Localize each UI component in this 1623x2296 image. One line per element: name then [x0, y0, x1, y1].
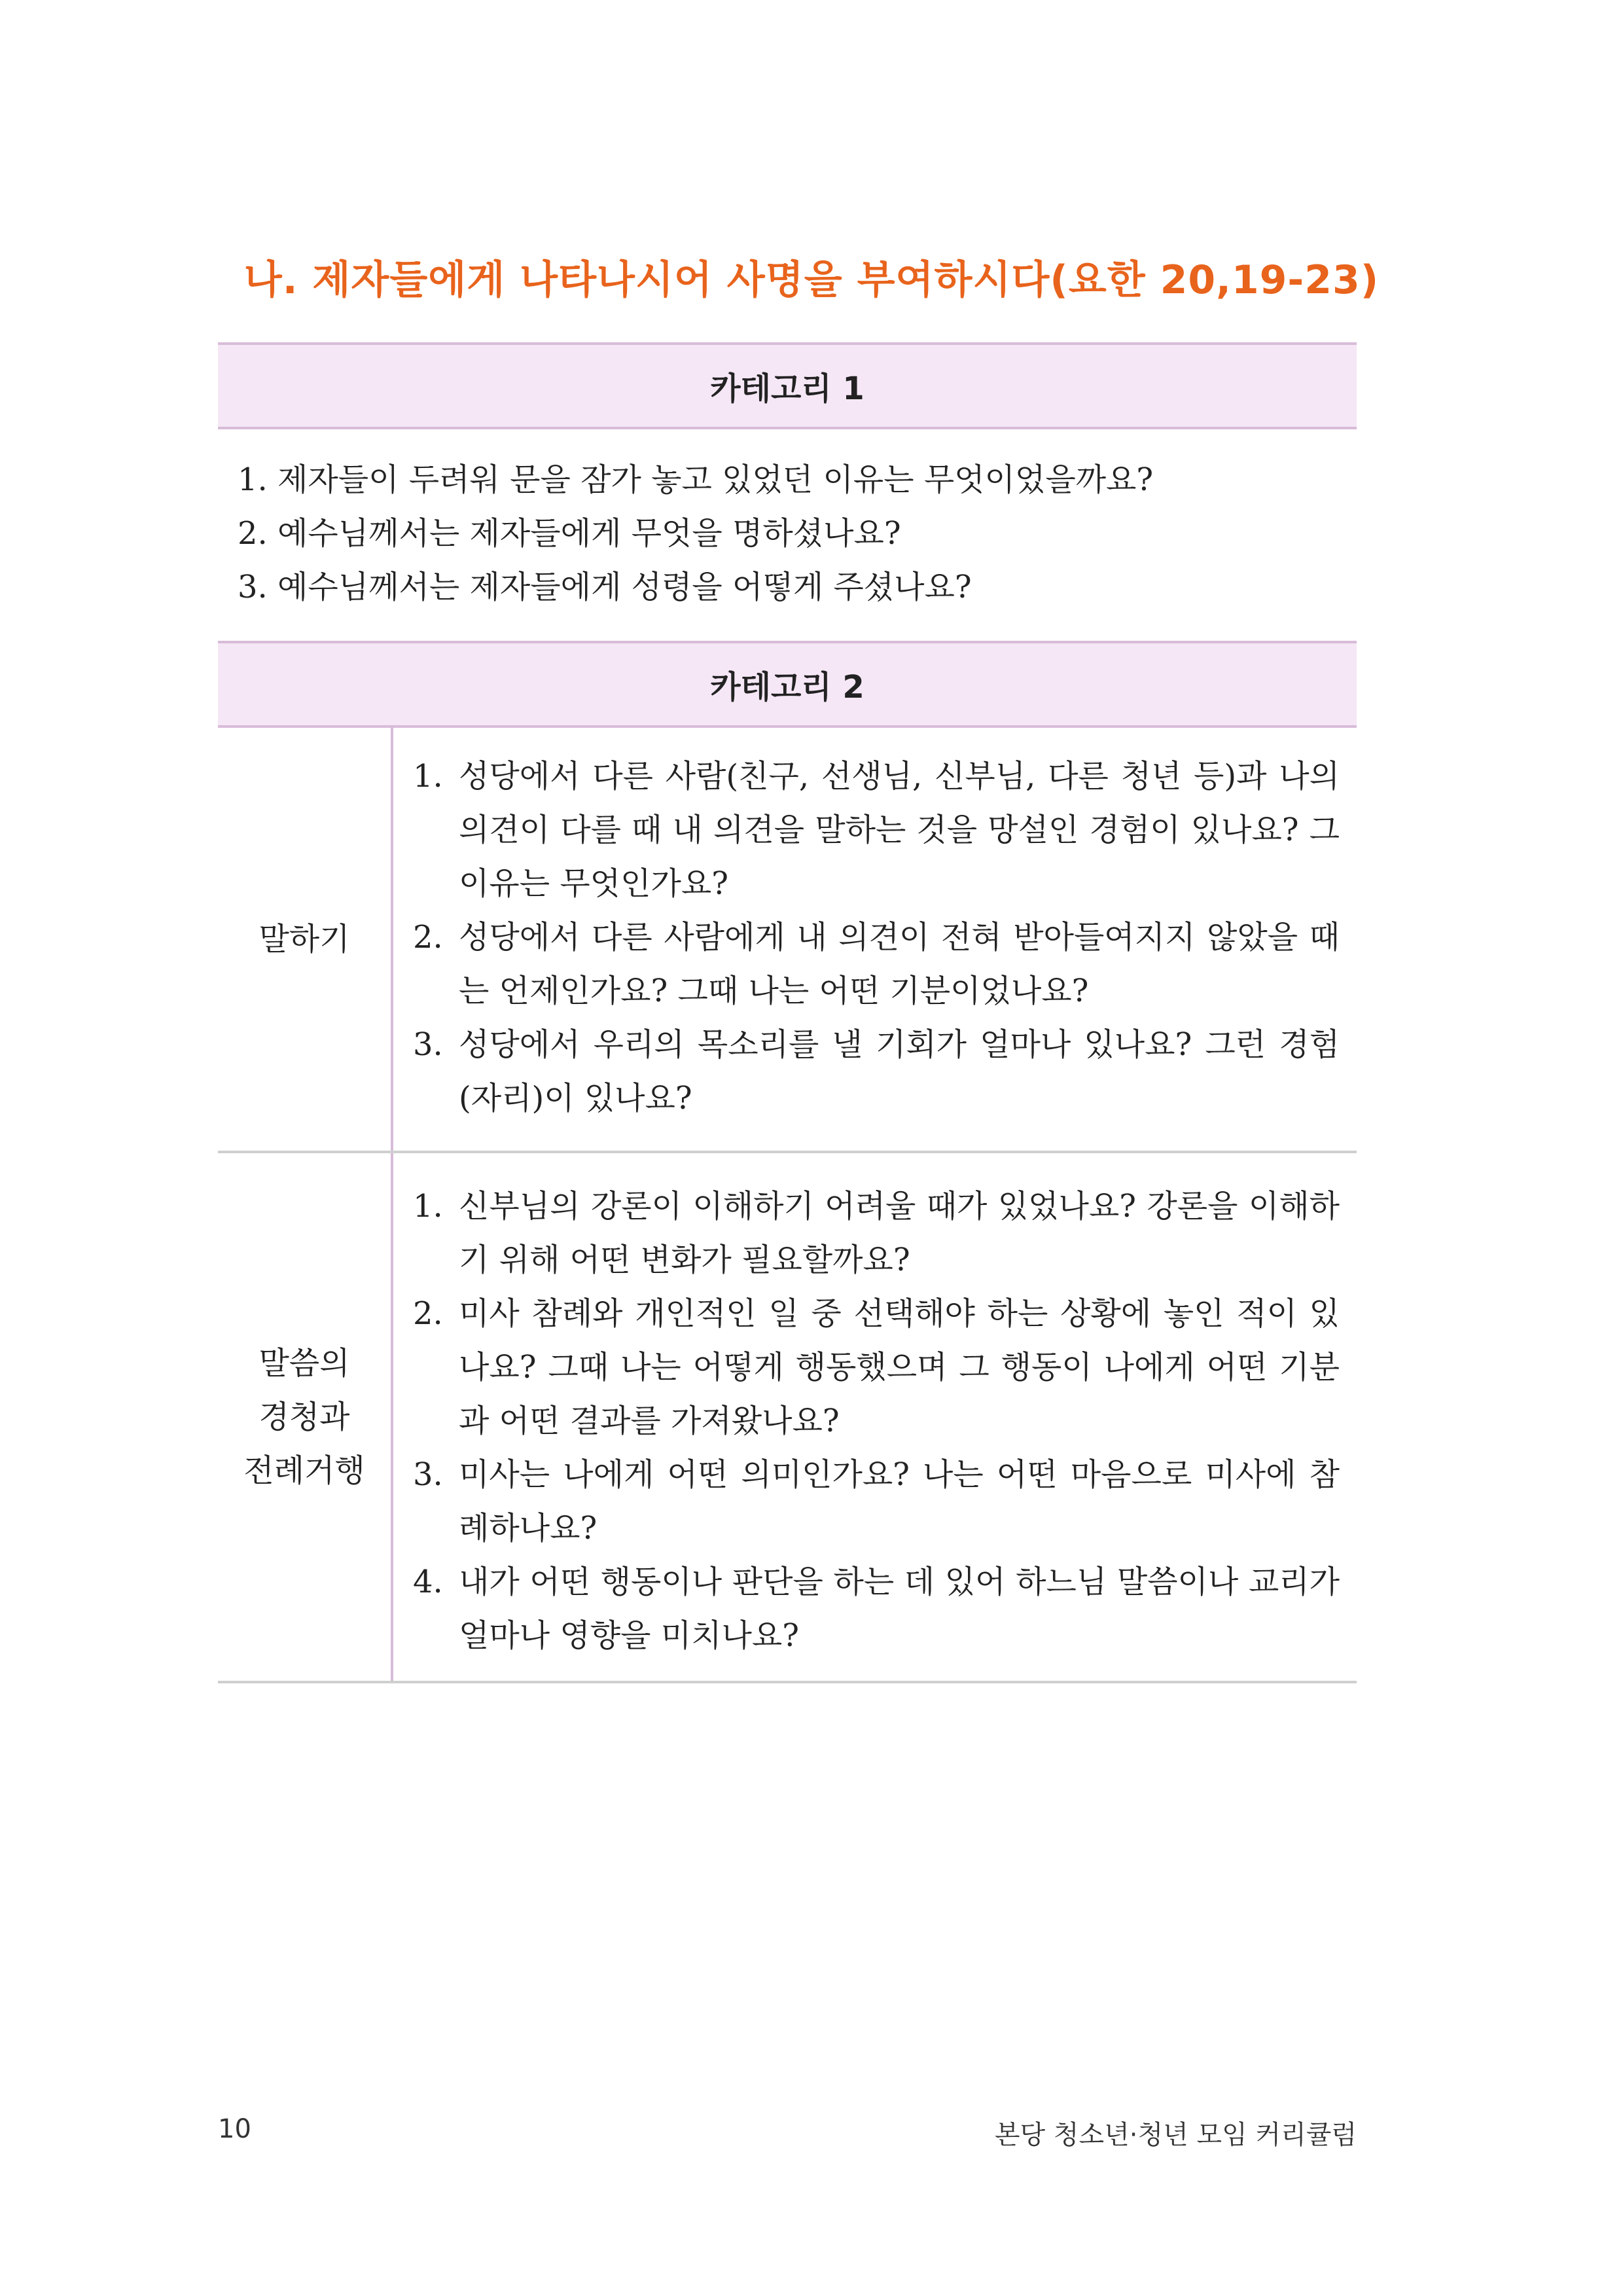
row-label-speaking: 말하기 — [218, 728, 393, 1151]
category-1-questions — [218, 429, 1357, 641]
question-item — [413, 1018, 1340, 1125]
item-number: 2. — [413, 919, 443, 956]
category-table — [218, 342, 1357, 1683]
item-number: 3. — [413, 1456, 443, 1493]
question-item — [413, 1179, 1340, 1287]
item-text: 성당에서 다른 사람(친구, 선생님, 신부님, 다른 청년 등)과 나의 의견이 다를 때 내 의견을 말하는 것을 망설인 경험이 있나요? 그 이유는 무엇인가요? — [459, 758, 1340, 902]
item-text: 미사 참례와 개인적인 일 중 선택해야 하는 상황에 놓인 적이 있나요? 그때 나는 어떻게 행동했으며 그 행동이 나에게 어떤 기분과 어떤 결과를 가져왔나요? — [459, 1295, 1340, 1439]
row-items — [393, 1153, 1357, 1681]
item-text: 성당에서 우리의 목소리를 낼 기회가 얼마나 있나요? 그런 경험(자리)이 있나요? — [459, 1026, 1340, 1117]
question-item: 2. 예수님께서는 제자들에게 무엇을 명하셨나요? — [238, 515, 901, 552]
item-text: 신부님의 강론이 이해하기 어려울 때가 있었나요? 강론을 이해하기 위해 어떤 변화가 필요할까요? — [459, 1188, 1340, 1278]
question-item: 1. 제자들이 두려워 문을 잠가 놓고 있었던 이유는 무엇이었을까요? — [238, 461, 1154, 498]
item-text: 내가 어떤 행동이나 판단을 하는 데 있어 하느님 말씀이나 교리가 얼마나 영향을 미치나요? — [459, 1564, 1340, 1654]
item-number: 4. — [413, 1564, 443, 1600]
category-2-header: 카테고리 2 — [218, 641, 1357, 728]
row-label-word-liturgy — [218, 1153, 393, 1681]
question-item — [413, 1287, 1340, 1448]
item-number: 1. — [413, 1188, 443, 1225]
item-number: 1. — [413, 758, 443, 795]
question-item: 3. 예수님께서는 제자들에게 성령을 어떻게 주셨나요? — [238, 569, 972, 605]
running-footer-title: 본당 청소년·청년 모임 커리큘럼 — [994, 2120, 1357, 2150]
item-text: 미사는 나에게 어떤 의미인가요? 나는 어떤 마음으로 미사에 참례하나요? — [459, 1456, 1340, 1547]
question-item — [413, 910, 1340, 1018]
category-1-header: 카테고리 1 — [218, 342, 1357, 429]
item-number: 3. — [413, 1026, 443, 1063]
category-2-row-speaking — [218, 728, 1357, 1153]
label-line: 말씀의 — [259, 1345, 350, 1382]
question-item — [413, 1555, 1340, 1662]
item-text: 성당에서 다른 사람에게 내 의견이 전혀 받아들여지지 않았을 때는 언제인가요? 그때 나는 어떤 기분이었나요? — [459, 919, 1340, 1009]
page-number: 10 — [218, 2114, 251, 2144]
category-2-row-word-liturgy — [218, 1153, 1357, 1683]
question-item — [413, 1448, 1340, 1555]
row-items — [393, 728, 1357, 1151]
label-line: 전례거행 — [243, 1452, 365, 1489]
question-item — [413, 749, 1340, 910]
section-title: 나. 제자들에게 나타나시어 사명을 부여하시다(요한 20,19-23) — [243, 257, 1380, 303]
item-number: 2. — [413, 1295, 443, 1332]
label-line: 경청과 — [259, 1399, 350, 1435]
